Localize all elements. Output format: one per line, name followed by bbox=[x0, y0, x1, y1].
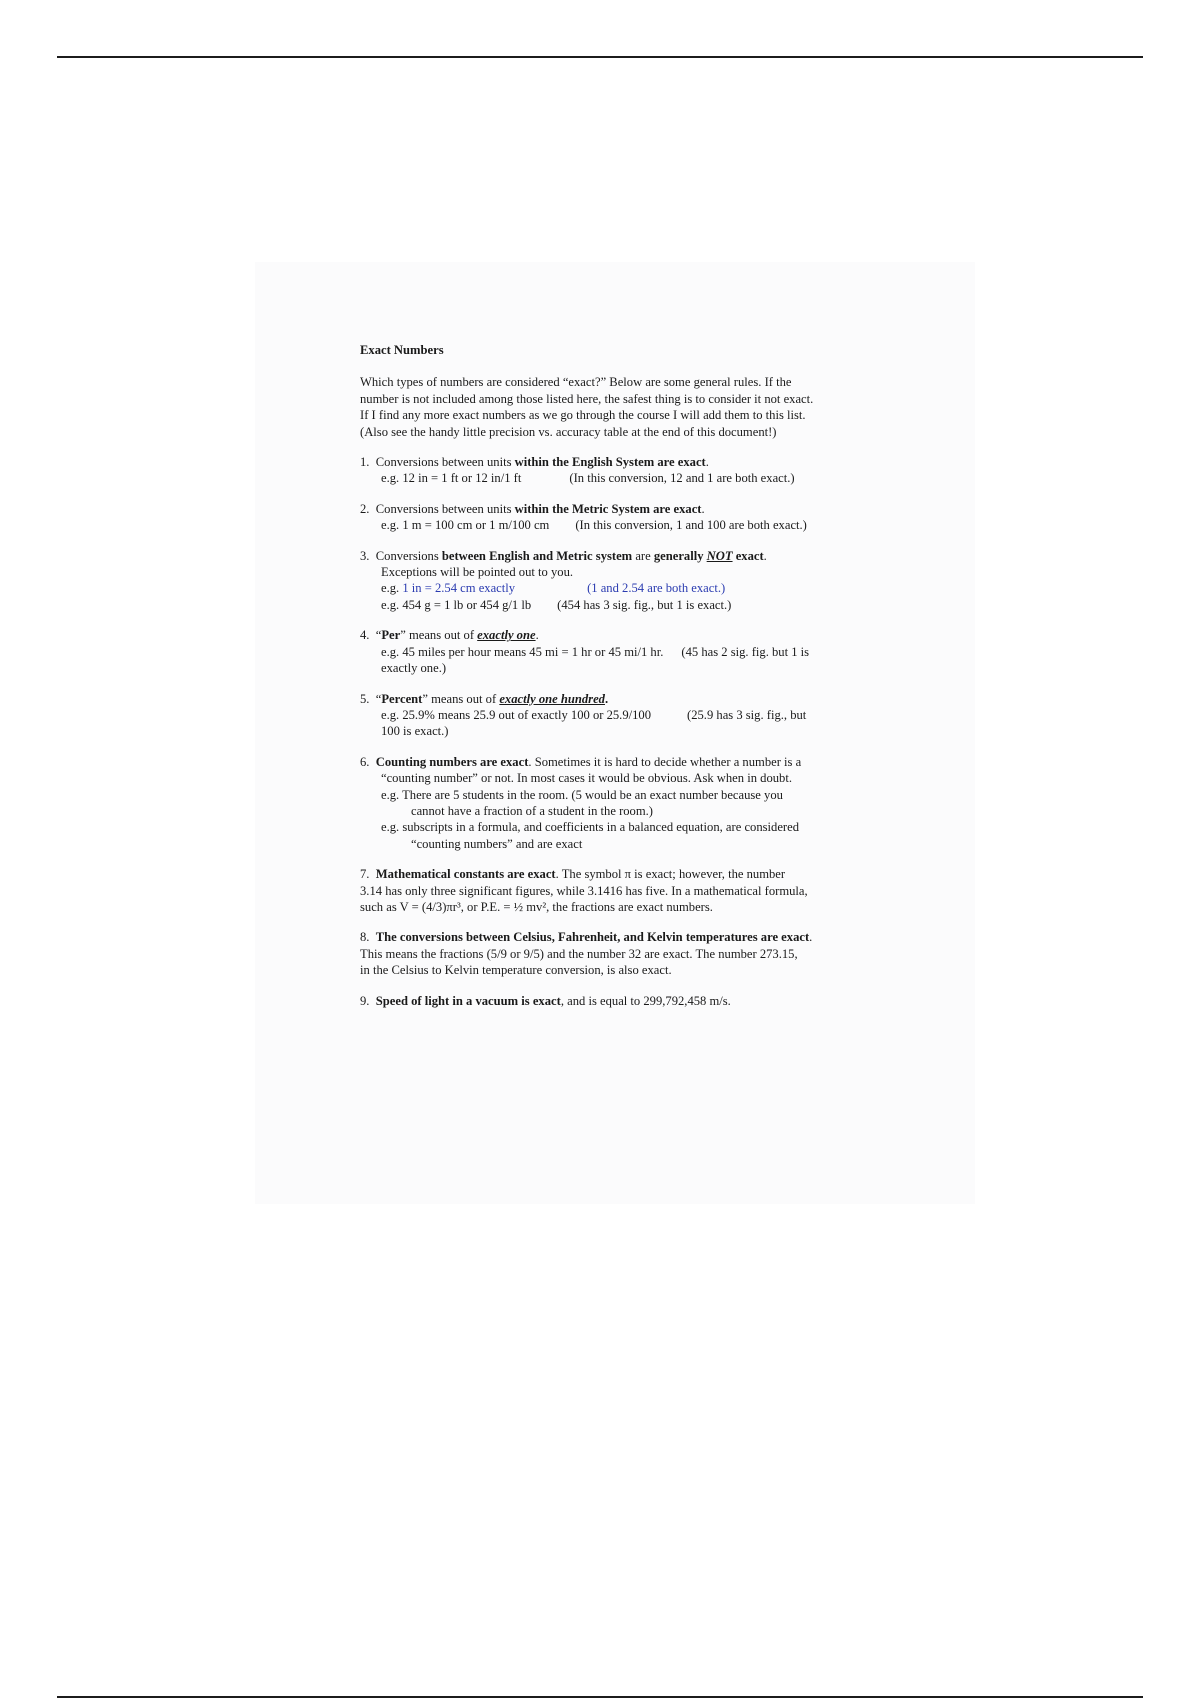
example-text: e.g. 454 g = 1 lb or 454 g/1 lb bbox=[381, 597, 532, 612]
item-number: 2. bbox=[360, 501, 370, 516]
punctuation: . bbox=[535, 628, 539, 643]
rule-emphasis: exactly one hundred bbox=[499, 691, 605, 706]
item-number: 6. bbox=[360, 754, 370, 769]
rule-text: . The symbol π is exact; however, the number bbox=[555, 867, 786, 882]
example-text: e.g. subscripts in a formula, and coefficients in a balanced equation, are considered bbox=[381, 820, 800, 835]
rule-text: . Sometimes it is hard to decide whether a number is a bbox=[528, 754, 802, 769]
rule-continuation: Exceptions will be pointed out to you. bbox=[381, 565, 574, 580]
intro-paragraph bbox=[360, 374, 880, 440]
rule-emphasis: Percent bbox=[381, 691, 423, 706]
rule-item-3 bbox=[360, 548, 880, 614]
example-continuation: cannot have a fraction of a student in the room.) bbox=[411, 803, 653, 818]
example-note: (25.9 has 3 sig. fig., but bbox=[687, 707, 807, 722]
rule-text: Conversions bbox=[375, 548, 442, 563]
item-number: 1. bbox=[360, 455, 370, 470]
intro-line: number is not included among those listed here, the safest thing is to consider it not exact. bbox=[360, 391, 814, 406]
rule-item-9 bbox=[360, 993, 880, 1009]
rule-text: ” means out of bbox=[422, 691, 500, 706]
item-number: 8. bbox=[360, 930, 370, 945]
rule-continuation: in the Celsius to Kelvin temperature conversion, is also exact. bbox=[360, 963, 672, 978]
example-line bbox=[360, 597, 880, 613]
rule-item-8 bbox=[360, 929, 880, 978]
intro-line: Which types of numbers are considered “exact?” Below are some general rules. If the bbox=[360, 375, 792, 390]
rule-emphasis: Per bbox=[381, 628, 401, 643]
punctuation: . bbox=[604, 691, 609, 706]
rule-emphasis: within the English System are exact bbox=[514, 455, 706, 470]
item-number: 3. bbox=[360, 548, 370, 563]
example-line bbox=[360, 644, 880, 660]
example-continuation: “counting numbers” and are exact bbox=[411, 836, 583, 851]
punctuation: . bbox=[809, 930, 813, 945]
example-note: (454 has 3 sig. fig., but 1 is exact.) bbox=[557, 597, 732, 612]
example-prefix: e.g. bbox=[381, 581, 403, 596]
not-emphasis: NOT bbox=[706, 548, 733, 563]
rule-text: ” means out of bbox=[400, 628, 478, 643]
rule-item-4 bbox=[360, 627, 880, 676]
rule-item-5 bbox=[360, 691, 880, 740]
example-text: e.g. 25.9% means 25.9 out of exactly 100 or 25.9/100 bbox=[381, 707, 652, 722]
example-highlight: 1 in = 2.54 cm exactly bbox=[402, 581, 516, 596]
rule-continuation: 3.14 has only three significant figures, while 3.1416 has five. In a mathematical formula, bbox=[360, 883, 808, 898]
quote-mark: “ bbox=[375, 691, 382, 706]
rule-item-2 bbox=[360, 501, 880, 534]
rule-heading bbox=[360, 754, 880, 770]
example-note: (In this conversion, 12 and 1 are both exact.) bbox=[569, 471, 795, 486]
rule-heading bbox=[360, 454, 880, 470]
bottom-divider bbox=[57, 1696, 1143, 1698]
example-text: e.g. There are 5 students in the room. (5 would be an exact number because you bbox=[381, 787, 783, 802]
rule-continuation: such as V = (4/3)πr³, or P.E. = ½ mv², the fractions are exact numbers. bbox=[360, 899, 713, 914]
example-note: (1 and 2.54 are both exact.) bbox=[587, 581, 726, 596]
example-line bbox=[360, 517, 880, 533]
rule-item-6 bbox=[360, 754, 880, 852]
item-number: 7. bbox=[360, 867, 370, 882]
rule-emphasis: Counting numbers are exact bbox=[375, 754, 529, 769]
rule-heading bbox=[360, 501, 880, 517]
rule-continuation: This means the fractions (5/9 or 9/5) and the number 32 are exact. The number 273.15, bbox=[360, 946, 798, 961]
rule-emphasis: within the Metric System are exact bbox=[514, 501, 702, 516]
rule-emphasis: exact bbox=[732, 548, 764, 563]
rule-heading bbox=[360, 929, 880, 945]
rule-emphasis: Mathematical constants are exact bbox=[375, 867, 556, 882]
example-note: (In this conversion, 1 and 100 are both exact.) bbox=[575, 518, 807, 533]
rule-emphasis: generally bbox=[653, 548, 707, 563]
rule-heading bbox=[360, 548, 880, 564]
example-continuation: 100 is exact.) bbox=[381, 724, 449, 739]
document-body bbox=[360, 342, 880, 1023]
rule-heading bbox=[360, 993, 880, 1009]
rule-emphasis: Speed of light in a vacuum is exact bbox=[375, 993, 561, 1008]
rule-text: are bbox=[632, 548, 654, 563]
item-number: 5. bbox=[360, 691, 370, 706]
example-text: e.g. 45 miles per hour means 45 mi = 1 hr or 45 mi/1 hr. bbox=[381, 644, 664, 659]
punctuation: . bbox=[701, 501, 705, 516]
rule-heading bbox=[360, 866, 880, 882]
top-divider bbox=[57, 56, 1143, 58]
rule-emphasis: The conversions between Celsius, Fahrenheit, and Kelvin temperatures are exact bbox=[375, 930, 810, 945]
rule-emphasis: exactly one bbox=[477, 628, 536, 643]
quote-mark: “ bbox=[375, 628, 382, 643]
rule-emphasis: between English and Metric system bbox=[441, 548, 633, 563]
rule-text: Conversions between units bbox=[375, 455, 515, 470]
rule-heading bbox=[360, 691, 880, 707]
punctuation: . bbox=[763, 548, 767, 563]
item-number: 4. bbox=[360, 628, 370, 643]
example-line bbox=[360, 470, 880, 486]
intro-line: (Also see the handy little precision vs. accuracy table at the end of this document!) bbox=[360, 424, 777, 439]
example-note: (45 has 2 sig. fig. but 1 is bbox=[681, 644, 810, 659]
rule-heading bbox=[360, 627, 880, 643]
intro-line: If I find any more exact numbers as we go through the course I will add them to this list. bbox=[360, 408, 806, 423]
example-line bbox=[360, 580, 880, 596]
example-continuation: exactly one.) bbox=[381, 661, 447, 676]
rule-continuation: “counting number” or not. In most cases it would be obvious. Ask when in doubt. bbox=[381, 771, 792, 786]
example-text: e.g. 12 in = 1 ft or 12 in/1 ft bbox=[381, 471, 522, 486]
page-title: Exact Numbers bbox=[360, 343, 444, 357]
rule-item-7 bbox=[360, 866, 880, 915]
item-number: 9. bbox=[360, 993, 370, 1008]
rule-text: , and is equal to 299,792,458 m/s. bbox=[560, 993, 731, 1008]
example-text: e.g. 1 m = 100 cm or 1 m/100 cm bbox=[381, 518, 550, 533]
rule-item-1 bbox=[360, 454, 880, 487]
punctuation: . bbox=[705, 455, 709, 470]
rule-text: Conversions between units bbox=[375, 501, 515, 516]
example-line bbox=[360, 707, 880, 723]
